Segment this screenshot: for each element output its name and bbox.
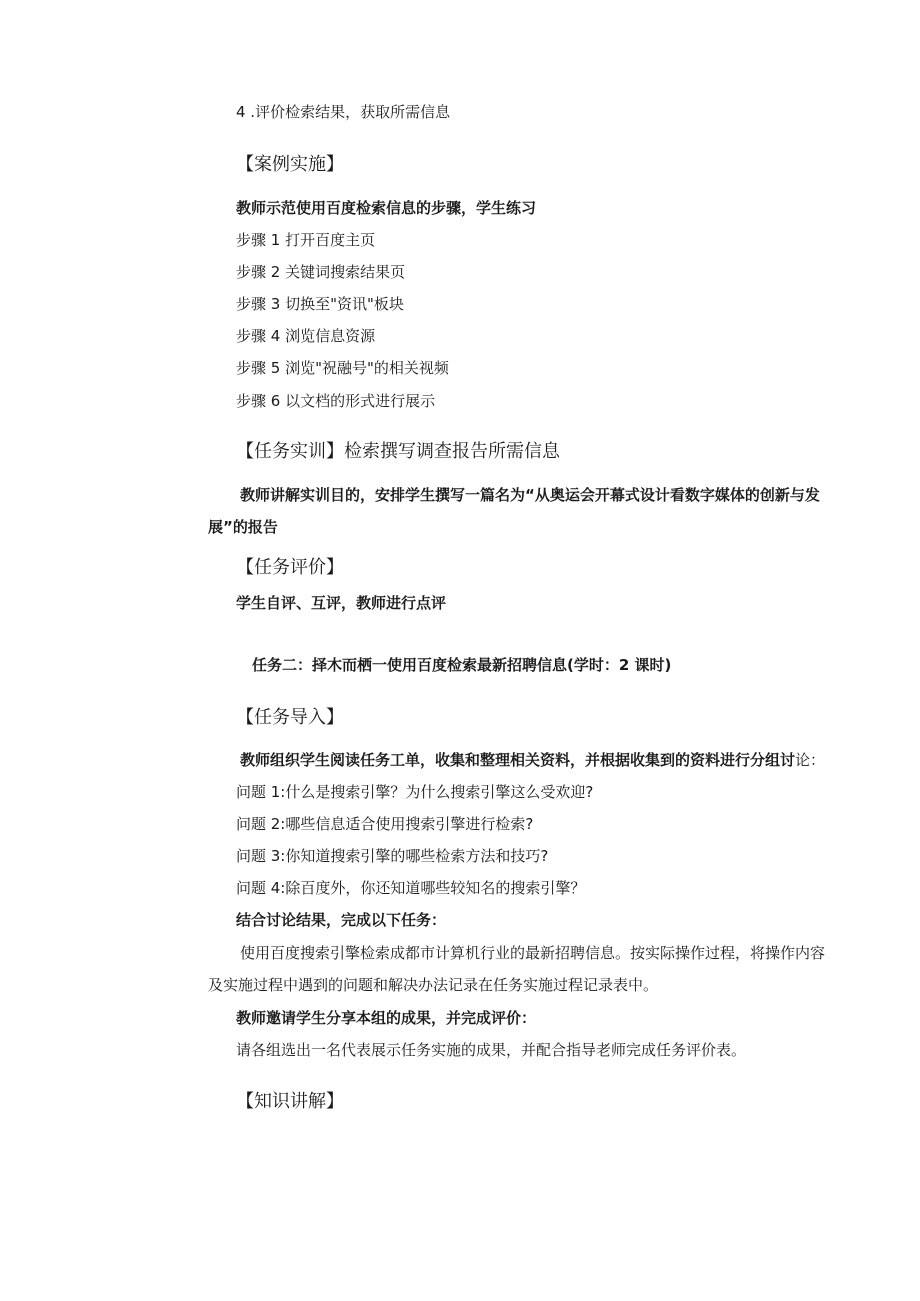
step-item: 步骤 3 切换至"资讯"板块 <box>236 295 404 313</box>
eval-text: 学生自评、互评，教师进行点评 <box>236 594 447 612</box>
section-heading-eval: 【任务评价】 <box>236 557 344 578</box>
question-item: 问题 2:哪些信息适合使用搜索引擎进行检索? <box>236 815 534 833</box>
share-text: 请各组选出一名代表展示任务实施的成果，并配合指导老师完成任务评价表。 <box>236 1041 747 1059</box>
step-item: 步骤 5 浏览"祝融号"的相关视频 <box>236 359 449 377</box>
section-heading-intro: 【任务导入】 <box>236 707 344 728</box>
step-item: 步骤 6 以文档的形式进行展示 <box>236 392 436 410</box>
share-title: 教师邀请学生分享本组的成果，并完成评价： <box>236 1009 537 1027</box>
question-item: 问题 1:什么是搜索引擎？为什么搜索引擎这么受欢迎? <box>236 783 594 801</box>
training-text-line1: 教师讲解实训目的，安排学生撰写一篇名为“从奥运会开幕式设计看数字媒体的创新与发 <box>240 486 820 504</box>
step-item: 步骤 1 打开百度主页 <box>236 231 376 249</box>
training-text-line2: 展”的报告 <box>208 518 278 536</box>
question-item: 问题 4:除百度外，你还知道哪些较知名的搜索引擎？ <box>236 879 586 897</box>
intro-tail-text: 论： <box>795 751 826 769</box>
list-item-4: 4 .评价检索结果，获取所需信息 <box>236 103 451 121</box>
question-item: 问题 3:你知道搜索引擎的哪些检索方法和技巧? <box>236 847 549 865</box>
combine-title: 结合讨论结果，完成以下任务： <box>236 911 447 929</box>
intro-bold-text: 教师组织学生阅读任务工单，收集和整理相关资料，并根据收集到的资料进行分组讨 <box>240 751 796 769</box>
intro-paragraph <box>240 750 825 770</box>
step-item: 步骤 4 浏览信息资源 <box>236 327 376 345</box>
step-item: 步骤 2 关键词搜索结果页 <box>236 263 406 281</box>
section-heading-knowledge: 【知识讲解】 <box>236 1091 344 1112</box>
section-heading-training: 【任务实训】检索撰写调查报告所需信息 <box>236 441 560 462</box>
task-text-line2: 及实施过程中遇到的问题和解决办法记录在任务实施过程记录表中。 <box>208 976 659 994</box>
task2-title: 任务二：择木而栖一使用百度检索最新招聘信息(学时：2 课时) <box>252 656 672 674</box>
section-heading-case: 【案例实施】 <box>236 154 344 175</box>
task-text-line1: 使用百度搜索引擎检索成都市计算机行业的最新招聘信息。按实际操作过程，将操作内容 <box>240 944 826 962</box>
case-intro: 教师示范使用百度检索信息的步骤，学生练习 <box>236 199 537 217</box>
